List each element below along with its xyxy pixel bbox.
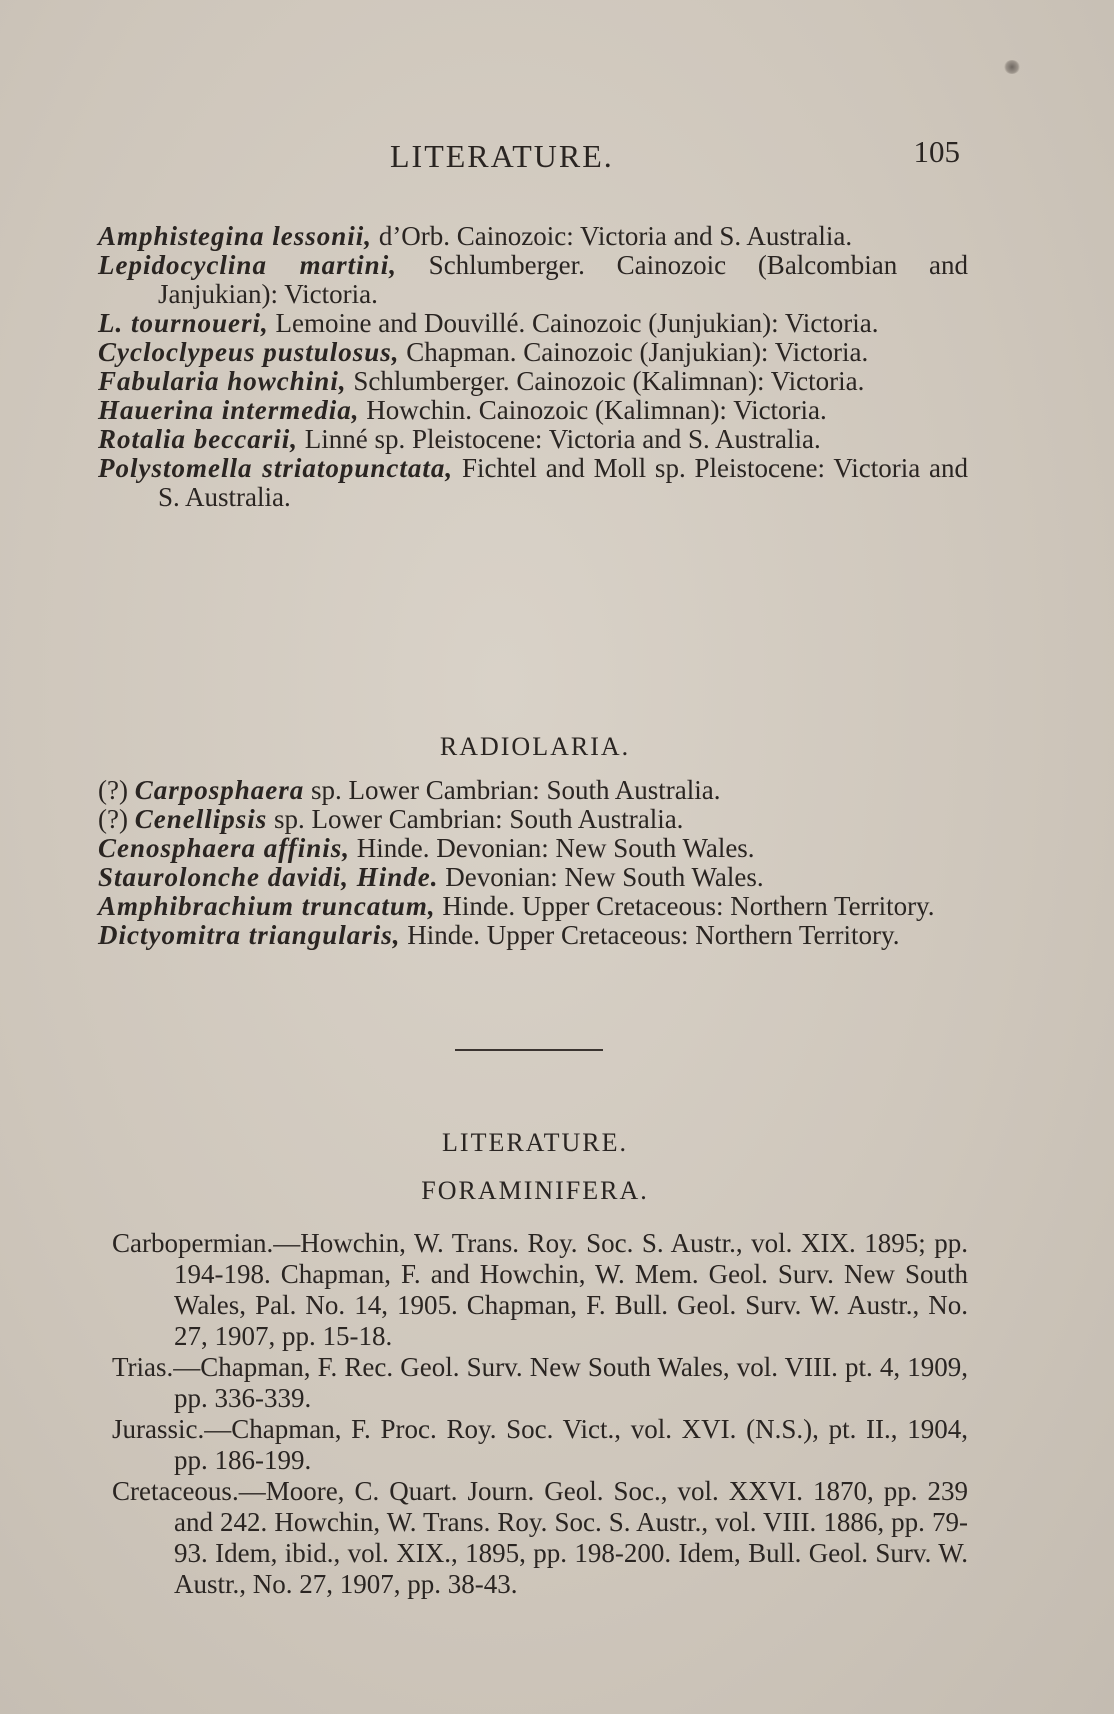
species-details: d’Orb. Cainozoic: Victoria and S. Australia. — [372, 221, 853, 251]
reference-entry — [112, 1476, 968, 1600]
species-entry — [98, 776, 968, 805]
subheading-foraminifera: FORAMINIFERA. — [421, 1176, 649, 1205]
paper-blemish — [1004, 60, 1020, 74]
period-label: Cretaceous. — [112, 1476, 239, 1506]
species-name: Hauerina intermedia, — [98, 395, 360, 425]
species-entry — [98, 454, 968, 512]
species-details: Chapman. Cainozoic (Janjukian): Victoria. — [399, 337, 869, 367]
species-entry — [98, 309, 968, 338]
species-name: Fabularia howchini, — [98, 366, 347, 396]
species-name: Amphibrachium truncatum, — [98, 891, 436, 921]
running-title: LITERATURE. — [390, 138, 614, 174]
species-entry — [98, 396, 968, 425]
species-name: Cenellipsis — [134, 804, 268, 834]
species-name: Polystomella striatopunctata, — [98, 453, 454, 483]
section-heading-radiolaria: RADIOLARIA. — [439, 732, 631, 761]
species-name: Cenosphaera affinis, — [98, 833, 351, 863]
section-divider — [455, 1049, 603, 1051]
radiolaria-species-list — [98, 776, 968, 950]
species-name: Cycloclypeus pustulosus, — [98, 337, 400, 367]
reference-entry — [112, 1228, 968, 1352]
species-details: sp. Lower Cambrian: South Australia. — [267, 804, 684, 834]
species-entry — [98, 425, 968, 454]
species-name: Lepidocyclina martini, — [98, 250, 397, 280]
uncertainty-mark: (?) — [98, 804, 135, 834]
foraminifera-species-list — [98, 222, 968, 512]
species-name: Amphistegina lessonii, — [98, 221, 373, 251]
species-details: Linné sp. Pleistocene: Victoria and S. Australia. — [297, 424, 821, 454]
species-details: Devonian: New South Wales. — [438, 862, 764, 892]
reference-text: —Howchin, W. Trans. Roy. Soc. S. Austr., vol. XIX. 1895; pp. 194-198. Chapman, F. and Howchin, W. Mem. Geol. Surv. New South Wales, Pal. No. 14, 1905. Chapman, F. Bull. Geol. Surv. W. Austr., No. 27, 1907, pp. 15-18. — [174, 1228, 968, 1351]
species-details: Schlumberger. Cainozoic (Kalimnan): Victoria. — [346, 366, 865, 396]
uncertainty-mark: (?) — [98, 775, 135, 805]
reference-entry — [112, 1352, 968, 1414]
period-label: Jurassic. — [112, 1414, 205, 1444]
species-entry — [98, 892, 968, 921]
reference-entry — [112, 1414, 968, 1476]
species-name: Dictyomitra triangularis, — [98, 920, 401, 950]
reference-text: —Moore, C. Quart. Journ. Geol. Soc., vol. XXVI. 1870, pp. 239 and 242. Howchin, W. Trans. Roy. Soc. S. Austr., vol. VIII. 1886, pp. 79-93. Idem, ibid., vol. XIX., 1895, pp. 198-200. Idem, Bull. Geol. Surv. W. Austr., No. 27, 1907, pp. 38-43. — [174, 1476, 968, 1599]
literature-reference-list — [112, 1228, 968, 1600]
species-details: sp. Lower Cambrian: South Australia. — [304, 775, 721, 805]
species-details: Hinde. Devonian: New South Wales. — [350, 833, 755, 863]
species-name: Staurolonche davidi, Hinde. — [98, 862, 439, 892]
species-entry — [98, 921, 968, 950]
species-details: Lemoine and Douvillé. Cainozoic (Junjukian): Victoria. — [268, 308, 879, 338]
species-name: Rotalia beccarii, — [98, 424, 298, 454]
section-heading-literature: LITERATURE. — [442, 1128, 628, 1157]
reference-text: —Chapman, F. Rec. Geol. Surv. New South Wales, vol. VIII. pt. 4, 1909, pp. 336-339. — [173, 1352, 968, 1413]
species-details: Fichtel and Moll sp. Pleistocene: Victoria and S. Australia. — [158, 453, 969, 512]
species-details: Hinde. Upper Cretaceous: Northern Territory. — [435, 891, 935, 921]
species-entry — [98, 251, 968, 309]
page-header — [90, 134, 960, 178]
period-label: Trias. — [112, 1352, 174, 1382]
species-details: Schlumberger. Cainozoic (Balcombian and Janjukian): Victoria. — [158, 250, 968, 309]
species-entry — [98, 834, 968, 863]
species-details: Hinde. Upper Cretaceous: Northern Territory. — [400, 920, 900, 950]
species-entry — [98, 367, 968, 396]
period-label: Carbopermian. — [112, 1228, 274, 1258]
species-name: L. tournoueri, — [98, 308, 269, 338]
species-name: Carposphaera — [134, 775, 305, 805]
species-details: Howchin. Cainozoic (Kalimnan): Victoria. — [359, 395, 827, 425]
species-entry — [98, 338, 968, 367]
species-entry — [98, 222, 968, 251]
species-entry — [98, 805, 968, 834]
page-number: 105 — [913, 134, 960, 169]
reference-text: —Chapman, F. Proc. Roy. Soc. Vict., vol. XVI. (N.S.), pt. II., 1904, pp. 186-199. — [174, 1414, 968, 1475]
species-entry — [98, 863, 968, 892]
